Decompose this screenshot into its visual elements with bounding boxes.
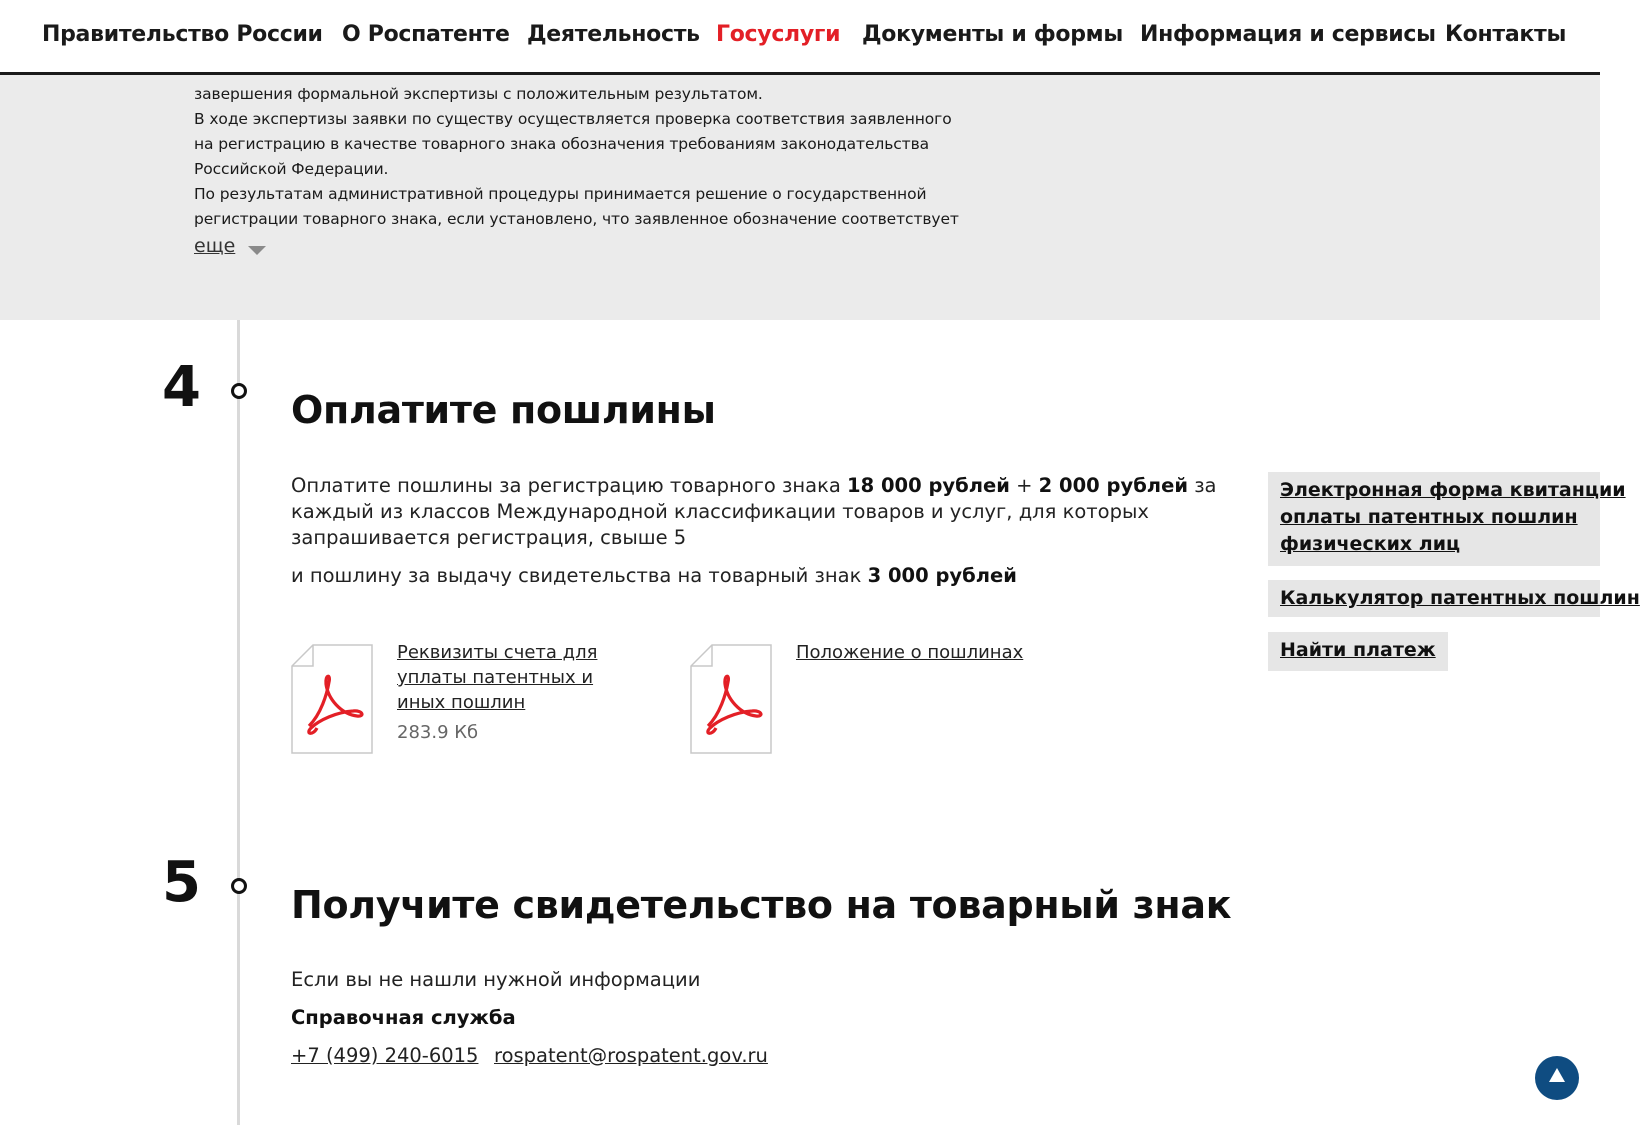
scroll-to-top-button[interactable] bbox=[1535, 1056, 1579, 1100]
fee-amount: 3 000 рублей bbox=[867, 564, 1017, 587]
nav-item-gosuslugi[interactable]: Госуслуги bbox=[716, 22, 841, 47]
pdf-icon[interactable] bbox=[291, 644, 373, 754]
side-link-fee-calculator[interactable]: Калькулятор патентных пошлин bbox=[1268, 580, 1600, 617]
issue-fee-line: и пошлину за выдачу свидетельства на товарный знак 3 000 рублей bbox=[291, 564, 1017, 587]
nav-item-about[interactable]: О Роспатенте bbox=[342, 22, 510, 47]
arrow-up-icon bbox=[1549, 1068, 1565, 1082]
timeline-dot bbox=[231, 878, 247, 894]
timeline-line bbox=[237, 320, 240, 1125]
not-found-text: Если вы не нашли нужной информации bbox=[291, 968, 701, 991]
step3-description-block bbox=[0, 75, 1600, 320]
top-navigation bbox=[0, 0, 1600, 75]
fee-amount: 18 000 рублей bbox=[847, 474, 1010, 497]
nav-item-info-services[interactable]: Информация и сервисы bbox=[1140, 22, 1436, 47]
fee-paragraph-line: каждый из классов Международной классификации товаров и услуг, для которых bbox=[291, 500, 1149, 523]
step-title: Оплатите пошлины bbox=[291, 388, 716, 432]
step-number: 4 bbox=[162, 355, 201, 420]
help-desk-title: Справочная служба bbox=[291, 1006, 516, 1029]
chevron-down-icon[interactable] bbox=[248, 246, 266, 255]
pdf-icon[interactable] bbox=[690, 644, 772, 754]
email-link[interactable]: rospatent@rospatent.gov.ru bbox=[494, 1044, 768, 1067]
fee-amount: 2 000 рублей bbox=[1038, 474, 1188, 497]
description-line: Российской Федерации. bbox=[194, 160, 389, 178]
fee-paragraph-line: запрашивается регистрация, свыше 5 bbox=[291, 526, 687, 549]
description-line: на регистрацию в качестве товарного знака обозначения требованиям законодательства bbox=[194, 135, 930, 153]
document-link-requisites[interactable]: Реквизиты счета для уплаты патентных и иных пошлин bbox=[397, 642, 598, 713]
nav-item-contacts[interactable]: Контакты bbox=[1445, 22, 1567, 47]
side-link-receipt-form[interactable]: Электронная форма квитанции оплаты патентных пошлин физических лиц bbox=[1268, 472, 1600, 566]
step-number: 5 bbox=[162, 850, 201, 915]
description-line: В ходе экспертизы заявки по существу осуществляется проверка соответствия заявленного bbox=[194, 110, 952, 128]
show-more-link[interactable]: еще bbox=[194, 235, 236, 257]
timeline-dot bbox=[231, 383, 247, 399]
description-line: регистрации товарного знака, если установлено, что заявленное обозначение соответствует bbox=[194, 210, 959, 228]
nav-item-government[interactable]: Правительство России bbox=[42, 22, 323, 47]
phone-link[interactable]: +7 (499) 240-6015 bbox=[291, 1044, 479, 1067]
description-line: По результатам административной процедуры принимается решение о государственной bbox=[194, 185, 927, 203]
nav-item-activity[interactable]: Деятельность bbox=[527, 22, 700, 47]
side-link-find-payment[interactable]: Найти платеж bbox=[1268, 632, 1448, 671]
nav-item-documents[interactable]: Документы и формы bbox=[862, 22, 1123, 47]
step-title: Получите свидетельство на товарный знак bbox=[291, 883, 1232, 927]
description-line: завершения формальной экспертизы с положительным результатом. bbox=[194, 85, 763, 103]
document-file-size: 283.9 Кб bbox=[397, 722, 479, 743]
document-link-fee-regulation[interactable]: Положение о пошлинах bbox=[796, 642, 1024, 663]
fee-paragraph-line: Оплатите пошлины за регистрацию товарного знака 18 000 рублей + 2 000 рублей за bbox=[291, 474, 1217, 497]
